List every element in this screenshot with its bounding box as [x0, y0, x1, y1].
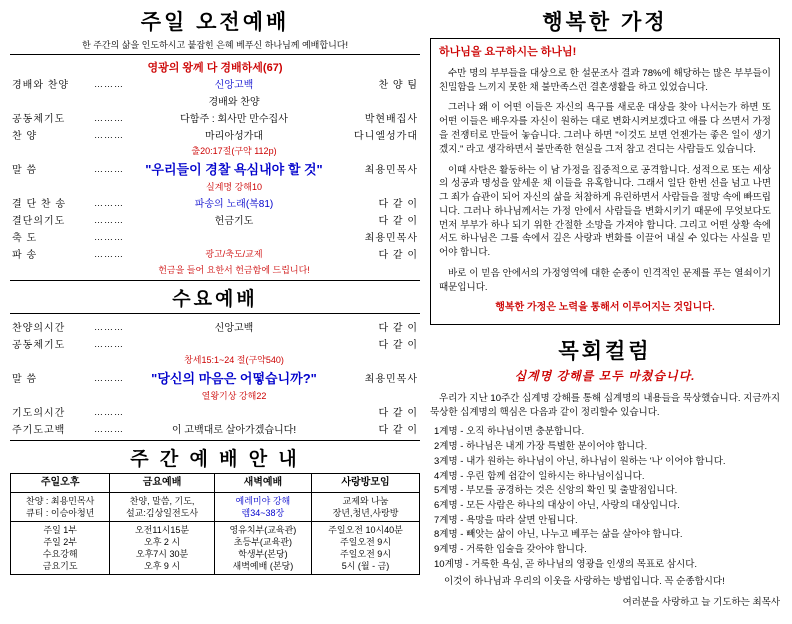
col-header-friday: 금요예배 — [110, 474, 214, 493]
order-label: 축 도 — [12, 233, 38, 244]
divider — [10, 54, 420, 55]
wednesday-sermon-title: "당신의 마음은 어떻습니까?" — [151, 371, 317, 386]
order-label-blank — [10, 388, 92, 403]
order-label: 결 단 찬 송 — [12, 199, 66, 210]
order-person: 찬 양 팀 — [378, 80, 418, 91]
order-label: 주기도고백 — [12, 425, 66, 436]
order-dots: ……… — [94, 129, 124, 140]
cell-sunday-afternoon-detail: 찬양 : 최용민목사 큐티 : 이승아청년 — [11, 492, 110, 521]
order-row — [10, 245, 420, 262]
list-item: 4계명 - 우린 함께 쉼같이 일하시는 하나님이십니다. — [434, 470, 645, 482]
order-row — [10, 92, 420, 109]
cell-dept-names: 영유치부(교육관) 초등부(교육관) 학생부(본당) 새벽예배 (본당) — [214, 521, 311, 575]
left-column — [6, 4, 424, 620]
happy-family-box — [430, 38, 780, 325]
order-dots: ……… — [94, 163, 124, 174]
order-row — [10, 367, 420, 388]
cell-service-times: 오전11시15분 오후 2 시 오후7시 30분 오후 9 시 — [110, 521, 214, 575]
pastor-signature: 여러분을 사랑하고 늘 기도하는 최목사 — [622, 597, 780, 609]
list-item: 6계명 - 모든 사람은 하나의 대상이 아닌, 사랑의 대상입니다. — [434, 500, 680, 512]
list-item: 2계명 - 하나님은 내게 가장 특별한 분이어야 합니다. — [434, 441, 648, 453]
order-content: 이 고백대로 살아가겠습니다! — [171, 425, 297, 436]
pastor-column-body — [430, 367, 780, 608]
list-item: 3계명 - 내가 원하는 하나님이 아닌, 하나님이 원하는 '나' 이어야 합니다. — [434, 455, 726, 467]
pastor-column-title: 목회컬럼 — [558, 339, 652, 363]
cell-dept-times: 주일오전 10시40분 주일오전 9시 주일오전 9시 5시 (월 - 금) — [312, 521, 420, 575]
order-row — [10, 109, 420, 126]
commandments-list — [430, 425, 780, 572]
order-row-scripture — [10, 352, 420, 367]
order-content: 신앙고백 — [214, 323, 254, 334]
order-dots-blank — [92, 92, 138, 109]
order-row — [10, 403, 420, 420]
order-content: 마리아성가대 — [205, 131, 263, 142]
order-person-blank — [330, 262, 420, 277]
order-content: 신앙고백 — [214, 80, 254, 91]
cell-fellowship-detail: 교제와 나눔 장년,청년,사랑방 — [312, 492, 420, 521]
order-person-blank — [330, 388, 420, 403]
order-label: 말 씀 — [12, 374, 38, 385]
order-row-scripture — [10, 143, 420, 158]
order-person: 다 같 이 — [378, 408, 418, 419]
list-item: 7계명 - 욕망을 따라 살면 안됩니다. — [434, 514, 578, 526]
weekly-schedule-title: 주 간 예 배 안 내 — [130, 449, 300, 470]
order-person: 최용민목사 — [364, 374, 418, 385]
happy-family-paragraph: 그러나 왜 이 어떤 이들은 자신의 욕구를 새로운 대상을 찾아 나서는가 하면 또 어떤 이들은 배우자를 자신이 원하는 대로 변화시켜보겠다고 애를 다 쓰면서 가정을 전쟁터로 만들어 놓습니다. 그러나 하면 "이것도 보면 언젠가는 좋은 일이 생기겠지." 라고 생각하면서 불만족한 현실을 그저 참고 견디는 사람들도 있습니다. — [439, 102, 771, 155]
order-content: 광고/축도/교제 — [205, 249, 263, 259]
happy-family-headline: 하나님을 요구하시는 하나님! — [439, 46, 577, 58]
order-dots: ……… — [94, 214, 124, 225]
wednesday-order-table — [10, 318, 420, 437]
cell-friday-detail: 찬양, 말씀, 기도, 설교:김상일전도사 — [110, 492, 214, 521]
order-dots: ……… — [94, 112, 124, 123]
order-dots: ……… — [94, 423, 124, 434]
order-row-sermon-sub — [10, 388, 420, 403]
order-dots: ……… — [94, 321, 124, 332]
order-row — [10, 318, 420, 335]
order-person-blank — [330, 352, 420, 367]
order-person: 다 같 이 — [378, 323, 418, 334]
order-row — [10, 75, 420, 92]
order-person: 최용민목사 — [364, 165, 418, 176]
order-dots: ……… — [94, 248, 124, 259]
order-label: 결단의기도 — [12, 216, 66, 227]
order-person-blank — [330, 143, 420, 158]
sunday-sermon-subtitle: 실계명 강해10 — [206, 182, 262, 192]
order-label: 찬양의시간 — [12, 323, 66, 334]
divider — [10, 313, 420, 314]
order-row — [10, 194, 420, 211]
order-content — [138, 228, 330, 245]
sunday-sermon-title: "우리들이 경찰 욕심내야 할 것" — [145, 162, 323, 177]
col-header-fellowship: 사랑방모임 — [312, 474, 420, 493]
order-dots: ……… — [94, 231, 124, 242]
order-row-closing — [10, 262, 420, 277]
order-dots-blank — [92, 388, 138, 403]
order-dots-blank — [92, 262, 138, 277]
order-dots: ……… — [94, 372, 124, 383]
happy-family-paragraph: 이때 사탄은 활동하는 이 남 가정을 집중적으로 공격합니다. 성적으로 또는 세상의 성공과 명성을 앞세운 채 이들을 유혹합니다. 그래서 일단 한번 선을 넘고 나면 그 죄가 습관이 되어 자신의 삶을 처참하게 유린하면서 사람들을 절망 속에 빠뜨립니다. 그러나 하나님께서는 가정 안에서 사람들을 변화시키기 때문에 무엇보다도 먼저 부부가 하나 되기 위한 간절한 소망을 가져야 합니다. 그리고 어떤 상황 속에서도 하나님은 그를 속에서 깊은 사랑과 변화를 이끌어 내실 수 있다는 사실을 믿어야 합니다. — [439, 164, 771, 259]
wednesday-scripture: 창세15:1~24 절(구약540) — [184, 355, 284, 365]
order-dots-blank — [92, 179, 138, 194]
order-label-blank — [10, 92, 92, 109]
cell-service-names: 주일 1부 주일 2부 수요강해 금요기도 — [11, 521, 110, 575]
order-dots: ……… — [94, 406, 124, 417]
order-label-blank — [10, 143, 92, 158]
order-person-blank — [330, 179, 420, 194]
order-row — [10, 335, 420, 352]
list-item: 9계명 - 거룩한 입술을 갖아야 합니다. — [434, 544, 587, 556]
order-content-2: 경배와 찬양 — [208, 97, 260, 108]
order-person: 다 같 이 — [378, 250, 418, 261]
order-label: 말 씀 — [12, 165, 38, 176]
order-person: 다니엘성가대 — [354, 131, 418, 142]
order-row — [10, 126, 420, 143]
order-label-blank — [10, 262, 92, 277]
col-header-dawn: 새벽예배 — [214, 474, 311, 493]
order-row — [10, 158, 420, 179]
right-column — [424, 4, 786, 620]
order-content — [138, 403, 330, 420]
wednesday-sermon-subtitle: 열왕기상 강해22 — [201, 391, 267, 401]
table-row — [11, 521, 420, 575]
sunday-closing-note: 헌금을 들어 요한서 헌금함에 드립니다! — [158, 265, 310, 275]
order-content — [138, 335, 330, 352]
order-person: 박현배집사 — [364, 114, 418, 125]
order-row-sermon-sub — [10, 179, 420, 194]
table-header-row — [11, 474, 420, 493]
happy-family-paragraph: 바로 이 믿음 안에서의 가정영역에 대한 순종이 인격적인 문제를 푸는 열쇠이기 때문입니다. — [439, 267, 771, 293]
wednesday-service-title: 수요예배 — [172, 289, 258, 310]
order-row — [10, 420, 420, 437]
order-label: 공동체기도 — [12, 114, 66, 125]
happy-family-title: 행복한 가정 — [542, 11, 668, 34]
order-dots: ……… — [94, 78, 124, 89]
order-label: 경배와 찬양 — [12, 80, 70, 91]
col-header-sunday-afternoon: 주일오후 — [11, 474, 110, 493]
list-item: 10계명 - 거룩한 욕심, 곧 하나님의 영광을 인생의 목표로 삼시다. — [434, 558, 698, 570]
order-person: 다 같 이 — [378, 199, 418, 210]
order-label-blank — [10, 179, 92, 194]
order-label: 기도의시간 — [12, 408, 66, 419]
sunday-service-title: 주일 오전예배 — [140, 11, 290, 34]
order-person-blank — [330, 92, 420, 109]
cell-dawn-detail: 예레미야 강해 렘34~38장 — [214, 492, 311, 521]
weekly-schedule-table — [10, 473, 420, 575]
table-row — [11, 492, 420, 521]
list-item: 8계명 - 빼앗는 삶이 아닌, 나누고 베푸는 삶을 살아야 합니다. — [434, 529, 683, 541]
order-label: 공동체기도 — [12, 340, 66, 351]
sunday-banner: 영광의 왕께 다 경배하세(67) — [147, 62, 283, 74]
order-person: 다 같 이 — [378, 340, 418, 351]
order-label: 파 송 — [12, 250, 38, 261]
order-dots: ……… — [94, 338, 124, 349]
happy-family-closing: 행복한 가정은 노력을 통해서 이루어지는 것입니다. — [495, 302, 715, 314]
list-item: 5계명 - 부모를 공경하는 것은 신앙의 확인 및 출발점입니다. — [434, 485, 678, 497]
order-content: 파송의 노래(복81) — [194, 199, 274, 210]
order-content: 헌금기도 — [214, 216, 254, 227]
order-dots-blank — [92, 143, 138, 158]
pastor-column-intro: 우리가 지난 10주간 십계명 강해를 통해 십계명의 내용들을 묵상했습니다. 지금까지 묵상한 십계명의 핵심은 다음과 같이 정리할수 있습니다. — [430, 392, 780, 418]
order-row — [10, 211, 420, 228]
order-person: 다 같 이 — [378, 425, 418, 436]
divider — [10, 280, 420, 281]
order-label: 찬 양 — [12, 131, 38, 142]
pastor-column-tail: 이것이 하나님과 우리의 이웃을 사랑하는 방법입니다. 꼭 순종합시다! — [444, 575, 725, 587]
order-person: 다 같 이 — [378, 216, 418, 227]
sunday-scripture: 출20:17절(구약 112p) — [191, 146, 277, 156]
order-dots-blank — [92, 352, 138, 367]
pastor-column-headline: 십계명 강해를 모두 마쳤습니다. — [514, 368, 696, 383]
order-content: 다함주 : 회사만 만수집사 — [180, 114, 288, 125]
order-row — [10, 228, 420, 245]
list-item: 1계명 - 오직 하나님이면 충분합니다. — [434, 426, 585, 438]
order-dots: ……… — [94, 197, 124, 208]
sunday-order-table — [10, 75, 420, 277]
order-person: 최용민목사 — [364, 233, 418, 244]
divider — [10, 440, 420, 441]
happy-family-paragraph: 수만 명의 부부들을 대상으로 한 설문조사 결과 78%에 해당하는 많은 부부들이 친밀함을 느끼지 못한 채 불만족스런 결혼생활을 하고 있었습니다. — [439, 67, 771, 93]
sunday-service-subtitle: 한 주간의 삶을 인도하시고 붙잡힌 은혜 베푸신 하나님께 예배합니다! — [82, 40, 348, 50]
order-label-blank — [10, 352, 92, 367]
